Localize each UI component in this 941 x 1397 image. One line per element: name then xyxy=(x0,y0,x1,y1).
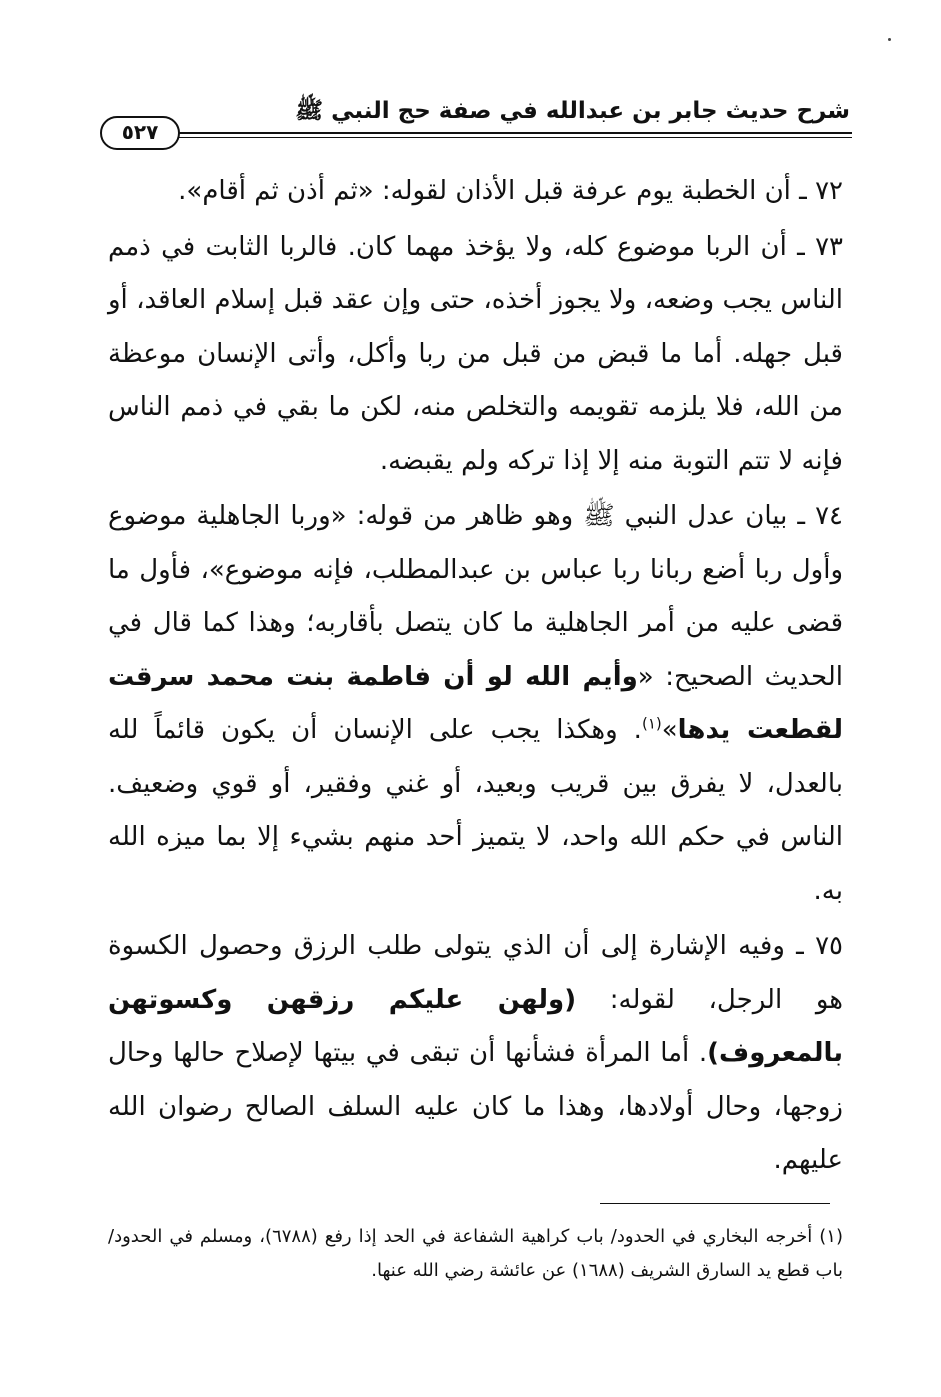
item-number: ٧٢ xyxy=(815,176,843,206)
scan-speck xyxy=(888,38,891,41)
footnotes xyxy=(108,1220,843,1288)
item-number: ٧٥ xyxy=(815,931,843,961)
paragraph-text-continued: . أما المرأة فشأنها أن تبقى في بيتها لإصلاح حالها وحال زوجها، وحال أولادها، وهذا ما كان عليه السلف الصالح رضوان الله عليهم. xyxy=(108,1038,843,1175)
quote-close: » xyxy=(661,715,678,745)
paragraph-text-continued: . وهكذا يجب على الإنسان أن يكون قائماً لله بالعدل، لا يفرق بين قريب وبعيد، أو غني وفقير، أو قوي وضعيف. الناس في حكم الله واحد، لا يتميز أحد منهم بشيء إلا بما ميزه الله به. xyxy=(108,715,843,906)
paragraph-73 xyxy=(108,221,843,489)
page-number: ٥٢٧ xyxy=(100,116,180,150)
header-rule xyxy=(172,132,852,138)
running-title: شرح حديث جابر بن عبدالله في صفة حج النبي ﷺ xyxy=(295,98,850,124)
hadith-quote-bold: وأيم الله لو أن فاطمة بنت محمد سرقت لقطعت يدها xyxy=(108,661,844,745)
hadith-quote-bold: (ولهن عليكم رزقهن وكسوتهن بالمعروف) xyxy=(108,984,843,1068)
footnote-reference[interactable]: (١) xyxy=(641,714,662,733)
paragraph-75 xyxy=(108,920,843,1188)
paragraph-text: ـ أن الربا موضوع كله، ولا يؤخذ مهما كان. فالربا الثابت في ذمم الناس يجب وضعه، ولا يجوز أخذه، حتى وإن عقد قبل إسلام العاقد، أو قبل جهله. أما ما قبض من قبل من ربا وأكل، وأتى الإنسان موعظة من الله، فلا يلزمه تقويمه والتخلص منه، لكن ما بقي في ذمم الناس فإنه لا تتم التوبة منه إلا إذا تركه ولم يقبضه. xyxy=(108,231,843,476)
page-header xyxy=(100,96,852,156)
paragraph-text: ـ أن الخطبة يوم عرفة قبل الأذان لقوله: «ثم أذن ثم أقام». xyxy=(178,176,816,206)
main-text xyxy=(108,165,843,1190)
item-number: ٧٤ xyxy=(815,501,843,531)
footnote-1: (١) أخرجه البخاري في الحدود/ باب كراهية الشفاعة في الحد إذا رفع (٦٧٨٨)، ومسلم في الحدود/ باب قطع يد السارق الشريف (١٦٨٨) عن عائشة رضي الله عنها. xyxy=(108,1226,843,1281)
paragraph-text: ـ بيان عدل النبي ﷺ وهو ظاهر من قوله: «وربا الجاهلية موضوع وأول ربا أضع ربانا ربا عباس بن عبدالمطلب، فإنه موضوع»، فأول ما قضى عليه من أمر الجاهلية ما كان يتصل بأقاربه؛ وهذا كما قال في الحديث الصحيح: « xyxy=(108,501,843,692)
paragraph-74 xyxy=(108,490,843,918)
paragraph-text: ـ وفيه الإشارة إلى أن الذي يتولى طلب الرزق وحصول الكسوة هو الرجل، لقوله: xyxy=(108,931,843,1015)
item-number: ٧٣ xyxy=(815,231,843,262)
footnote-separator xyxy=(600,1203,830,1204)
paragraph-72 xyxy=(108,165,843,219)
